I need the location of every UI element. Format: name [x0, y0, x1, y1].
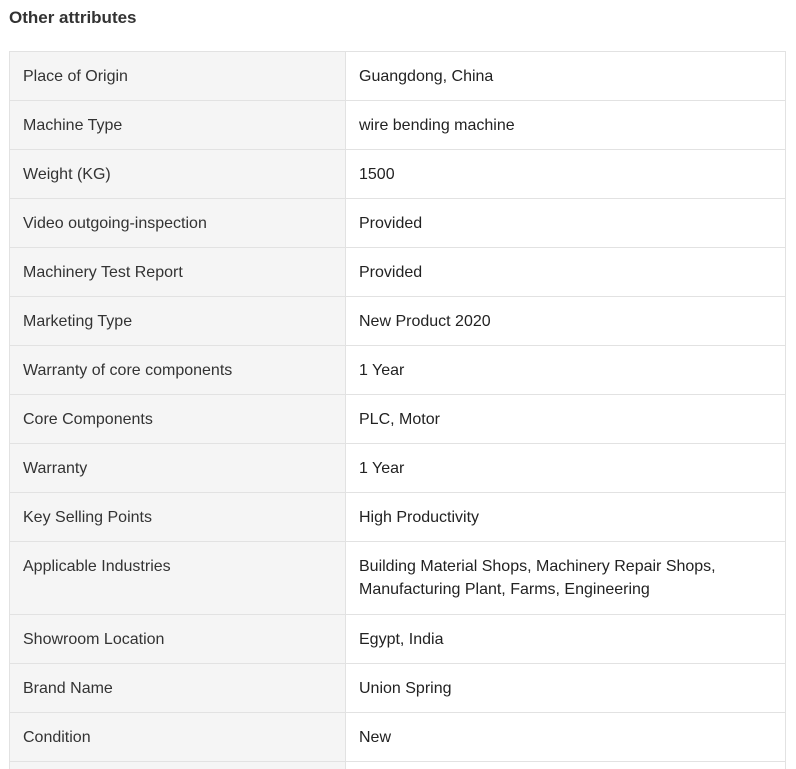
table-row — [10, 444, 786, 493]
table-row — [10, 248, 786, 297]
attribute-value: Union Spring — [346, 664, 786, 713]
table-row — [10, 346, 786, 395]
attribute-key: Core Components — [10, 395, 346, 444]
attribute-key: Applicable Industries — [10, 542, 346, 615]
section-title: Other attributes — [9, 8, 137, 27]
table-row — [10, 395, 786, 444]
table-row — [10, 101, 786, 150]
attribute-value: New — [346, 713, 786, 762]
table-row — [10, 615, 786, 664]
attributes-table — [9, 51, 786, 769]
attribute-value: Building Material Shops, Machinery Repair Shops, Manufacturing Plant, Farms, Engineering — [346, 542, 786, 615]
attribute-key: Machine Type — [10, 101, 346, 150]
attribute-key — [10, 762, 346, 769]
attribute-key: Key Selling Points — [10, 493, 346, 542]
attribute-key: Machinery Test Report — [10, 248, 346, 297]
attribute-value: 1 Year — [346, 346, 786, 395]
attribute-value: wire bending machine — [346, 101, 786, 150]
attribute-key: Warranty of core components — [10, 346, 346, 395]
table-row — [10, 542, 786, 615]
table-row — [10, 713, 786, 762]
attribute-key: Showroom Location — [10, 615, 346, 664]
attribute-value: Guangdong, China — [346, 52, 786, 101]
table-row — [10, 664, 786, 713]
attribute-value: High Productivity — [346, 493, 786, 542]
attribute-key: Weight (KG) — [10, 150, 346, 199]
attribute-value: Provided — [346, 199, 786, 248]
attribute-value: New Product 2020 — [346, 297, 786, 346]
table-row — [10, 297, 786, 346]
attribute-key: Brand Name — [10, 664, 346, 713]
attribute-key: Warranty — [10, 444, 346, 493]
table-row — [10, 762, 786, 769]
table-row — [10, 52, 786, 101]
attribute-value: 1 Year — [346, 444, 786, 493]
attribute-value: PLC, Motor — [346, 395, 786, 444]
attribute-key: Place of Origin — [10, 52, 346, 101]
attribute-value: Egypt, India — [346, 615, 786, 664]
attribute-value — [346, 762, 786, 769]
attribute-value: Provided — [346, 248, 786, 297]
table-row — [10, 150, 786, 199]
table-row — [10, 199, 786, 248]
attribute-key: Marketing Type — [10, 297, 346, 346]
attribute-key: Video outgoing-inspection — [10, 199, 346, 248]
attribute-key: Condition — [10, 713, 346, 762]
attribute-value: 1500 — [346, 150, 786, 199]
table-row — [10, 493, 786, 542]
